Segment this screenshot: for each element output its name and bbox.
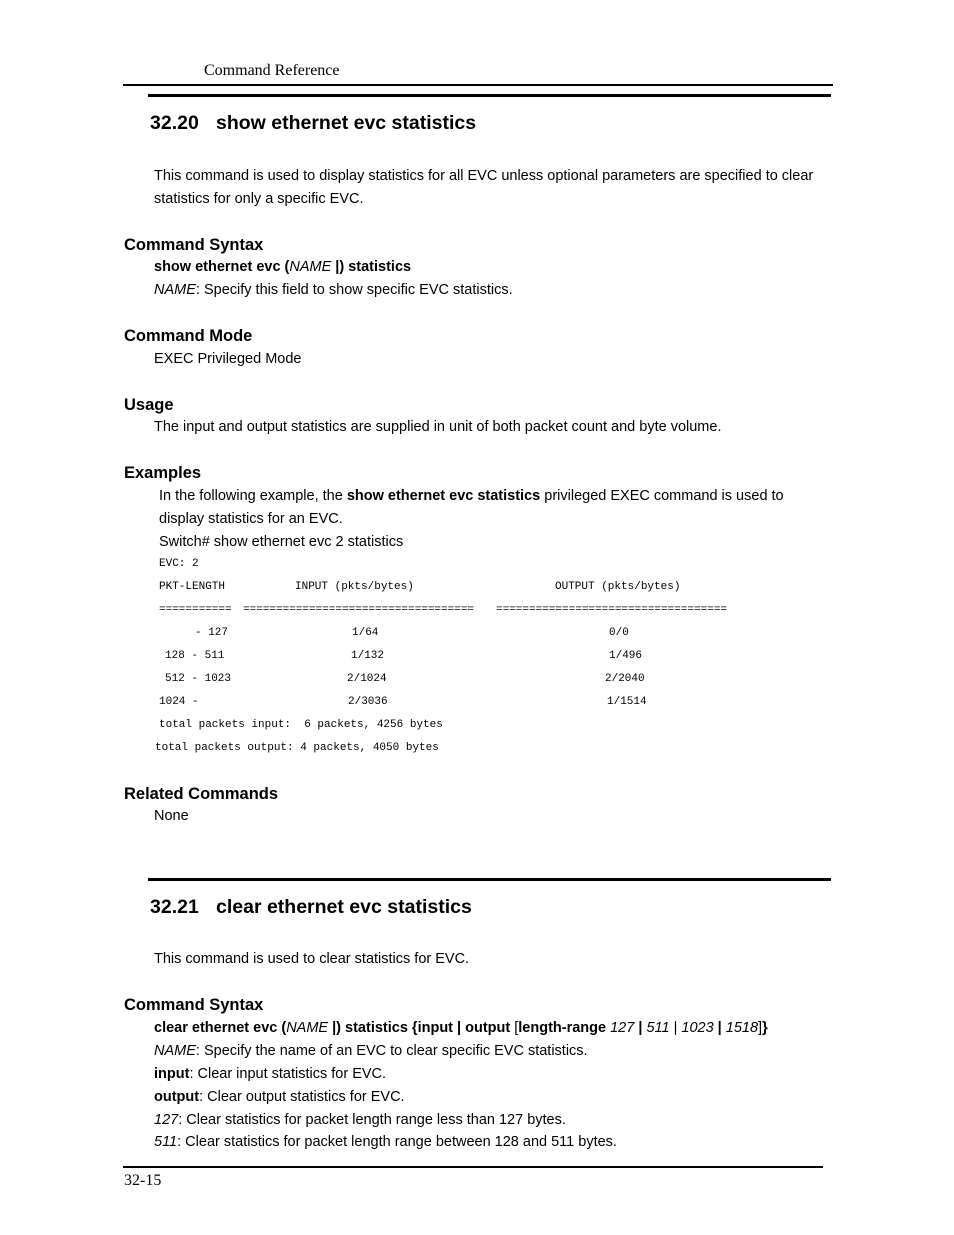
output-row-output: 1/496: [609, 650, 643, 662]
param-name: NAME: Specify this field to show specific EVC statistics.: [154, 282, 513, 298]
output-total-output: total packets output: 4 packets, 4050 bytes: [155, 742, 439, 754]
syntax-heading: Command Syntax: [124, 236, 264, 254]
syntax-heading: Command Syntax: [124, 996, 264, 1014]
running-header: Command Reference: [204, 62, 340, 79]
example-text: In the following example, the show ethernet evc statistics privileged EXEC command is used to: [159, 488, 784, 504]
related-heading: Related Commands: [124, 785, 279, 803]
param-output: output: Clear output statistics for EVC.: [154, 1089, 405, 1105]
output-row-length: 1024 -: [159, 696, 199, 708]
output-row-input: 1/64: [352, 627, 379, 639]
related-text: None: [154, 808, 189, 824]
output-separator: ===================================: [496, 604, 728, 616]
section-rule: [148, 878, 831, 881]
output-row-input: 1/132: [351, 650, 385, 662]
section-title: clear ethernet evc statistics: [216, 896, 472, 918]
output-row-length: 128 - 511: [165, 650, 225, 662]
footer-rule: [123, 1166, 823, 1168]
intro-text: This command is used to display statistics for all EVC unless optional parameters are specified to clear: [154, 168, 814, 184]
param-name: NAME: Specify the name of an EVC to clear specific EVC statistics.: [154, 1043, 588, 1059]
usage-heading: Usage: [124, 396, 174, 414]
header-rule: [123, 84, 833, 86]
output-row-input: 2/3036: [348, 696, 388, 708]
output-separator: ===========: [159, 604, 232, 616]
intro-text: statistics for only a specific EVC.: [154, 191, 364, 207]
param-input: input: Clear input statistics for EVC.: [154, 1066, 387, 1082]
syntax-command: clear ethernet evc (NAME |) statistics {input | output [length-range 127 | 511 | 1023 | 1518]}: [154, 1020, 768, 1036]
output-col-input: INPUT (pkts/bytes): [295, 581, 414, 593]
mode-text: EXEC Privileged Mode: [154, 351, 302, 367]
syntax-command: show ethernet evc (NAME |) statistics: [154, 259, 412, 275]
param-127: 127: Clear statistics for packet length range less than 127 bytes.: [154, 1112, 566, 1128]
output-col-output: OUTPUT (pkts/bytes): [555, 581, 681, 593]
section-number: 32.20: [150, 112, 199, 134]
output-row-length: - 127: [195, 627, 229, 639]
section-title: show ethernet evc statistics: [216, 112, 477, 134]
section-number: 32.21: [150, 896, 199, 918]
section-rule: [148, 94, 831, 97]
output-row-output: 1/1514: [607, 696, 647, 708]
output-separator: ===================================: [243, 604, 475, 616]
example-text: display statistics for an EVC.: [159, 511, 343, 527]
output-col-length: PKT-LENGTH: [159, 581, 226, 593]
output-total-input: total packets input: 6 packets, 4256 bytes: [159, 719, 443, 731]
output-row-output: 0/0: [609, 627, 629, 639]
output-row-output: 2/2040: [605, 673, 645, 685]
examples-heading: Examples: [124, 464, 202, 482]
output-row-input: 2/1024: [347, 673, 387, 685]
intro-text: This command is used to clear statistics for EVC.: [154, 951, 470, 967]
param-511: 511: Clear statistics for packet length range between 128 and 511 bytes.: [154, 1134, 617, 1150]
mode-heading: Command Mode: [124, 327, 253, 345]
usage-text: The input and output statistics are supplied in unit of both packet count and byte volume.: [154, 419, 722, 435]
page-number: 32-15: [124, 1172, 162, 1189]
output-row-length: 512 - 1023: [165, 673, 232, 685]
output-evc: EVC: 2: [159, 558, 199, 570]
example-command: Switch# show ethernet evc 2 statistics: [159, 534, 404, 550]
